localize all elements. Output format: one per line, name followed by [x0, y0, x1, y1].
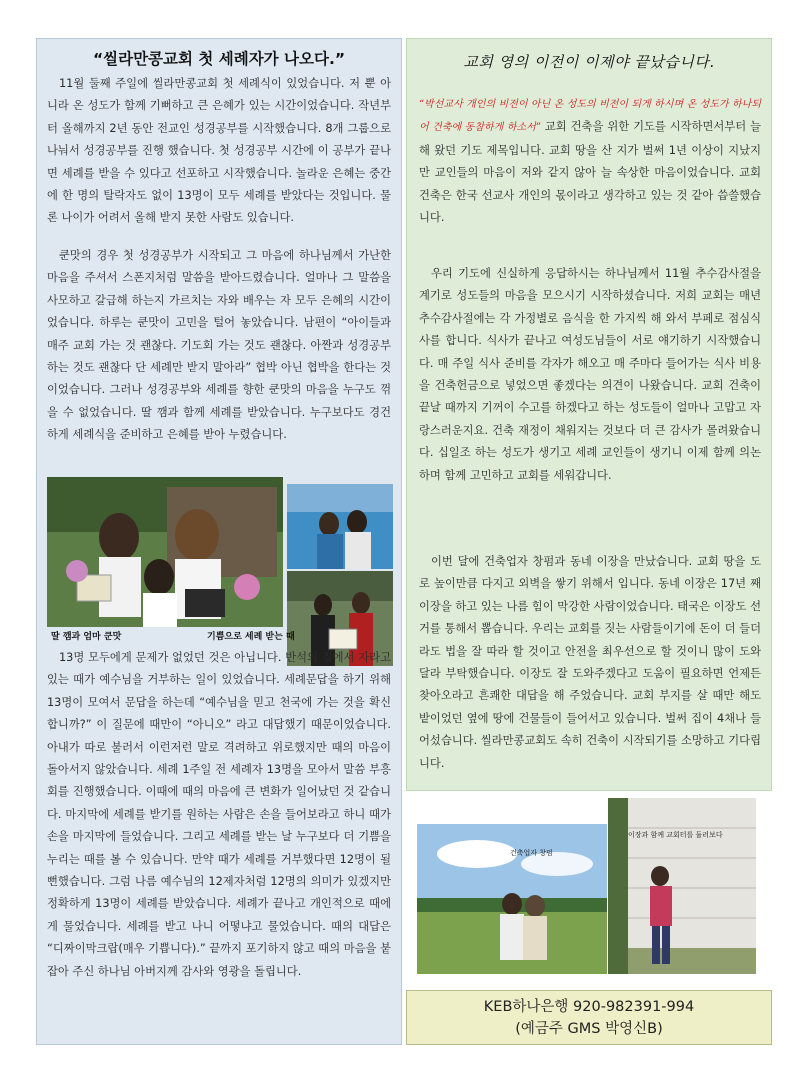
- baptism-article: [36, 38, 402, 1045]
- baptism-paragraph-3: 13명 모두에게 문제가 없었던 것은 아닙니다. 반석의 집에서 자라고 있는 때가 예수님을 거부하는 일이 있었습니다. 세례문답을 하기 위해 13명이 모여서 문답을 하는데 “예수님을 믿고 천국에 가는 것을 확신합니까?” 이 질문에 때만이 “아니오” 라고 대답했기 때문이었습니다. 아내가 따로 불러서 이런저런 말로 격려하고 위로했지만 때의 마음이 돌아서지 않았습니다. 세례 1주일 전 세례자 13명을 모아서 말씀 부흥회를 진행했습니다. 이때에 때의 마음에 큰 변화가 일어났던 것 같습니다. 마지막에 세례를 받기를 원하는 사람은 손을 들어보라고 하니 때가 손을 마지막에 들었습니다. 그리고 세례를 받는 날 누구보다 더 기쁨을 누리는 때를 볼 수 있습니다. 만약 때가 세례를 거부했다면 12명이 될 뻔했습니다. 그럼 나름 예수님의 12제자처럼 12명의 의미가 있겠지만 정확하게 13명이 세례를 받았습니다. 세례가 끝나고 개인적으로 때에게 물었습니다. 세례를 받고 나니 어떻냐고 물었습니다. 때의 대답은 “디짜이막크랍(매우 기쁩니다).” 끝까지 포기하지 않고 때의 마음을 붙잡아 주신 하나님 아버지께 감사와 영광을 돌립니다.: [47, 651, 391, 978]
- baptism-article-title: “씰라만콩교회 첫 세례자가 나오다.”: [92, 50, 346, 68]
- church-building-paragraph-1: [419, 93, 761, 229]
- photo-builder-land: [417, 824, 607, 974]
- baptism-paragraph-1: 11월 둘째 주일에 씰라만콩교회 첫 세례식이 있었습니다. 저 뿐 아니라 온 성도가 함께 기뻐하고 큰 은혜가 있는 시간이었습니다. 작년부터 올해까지 2년 동안 전교인 성경공부를 시작했습니다. 8개 그룹으로 나눠서 성경공부를 진행 했습니다. 첫 성경공부 시간에 이 공부가 끝나면 세례를 받을 수 있다고 선포하고 시작했습니다. 놀라운 은혜는 중간에 한 명의 탈락자도 없이 13명이 모두 세례를 받았다는 것입니다. 물론 나이가 어려서 올해 받지 못한 사람도 있습니다.: [47, 77, 391, 225]
- church-building-paragraph-2: 우리 기도에 신실하게 응답하시는 하나님께서 11월 추수감사절을 계기로 성도들의 마음을 모으시기 시작하셨습니다. 저희 교회는 매년 추수감사절에는 각 가정별로 음식을 한 가지씩 해 와서 부페로 점심식사를 합니다. 식사가 끝나고 여성도님들이 서로 얘기하기 시작했습니다. 매 주일 식사 준비를 각자가 해오고 매 주마다 들어가는 식사 비용을 건축헌금으로 넣었으면 좋겠다는 의견이 나왔습니다. 교회 건축이 끝날 때까지 기꺼이 수고를 하겠다고 하는 성도들이 얼마나 고맙고 자랑스러운지요. 건축 재정이 채워지는 것보다 더 큰 감사가 몰려왔습니다. 십일조 하는 성도가 생기고 세례 교인들이 생기니 이제 함께 의논하며 함께 고민하고 교회를 세워갑니다.: [419, 267, 761, 482]
- photo-label-builder: 건축업자 창펌: [510, 849, 553, 857]
- photo-caption-mother-daughter: 딸 깸과 엄마 쿤맛: [51, 632, 122, 642]
- bank-account-box: [406, 990, 772, 1045]
- baptism-paragraph-2: 쿤맛의 경우 첫 성경공부가 시작되고 그 마음에 하나님께서 가난한 마음을 주셔서 스폰지처럼 말씀을 받아드렸습니다. 얼마나 그 말씀을 사모하고 갈급해 하는지 가르치는 자와 배우는 자 모두 은혜의 시간이었습니다. 하루는 쿤맛이 고민을 털어 놓았습니다. 남편이 “아이들과 매주 교회 가는 것 괜찮다. 기도회 가는 것도 괜찮다. 아짠과 성경공부 하는 것도 괜찮다 단 세례만 받지 말아라” 협박 아닌 협박을 한다는 것이었습니다. 그러나 성경공부와 세례를 향한 쿤맛의 마음을 누구도 꺾을 수 없었습니다. 딸 깸과 함께 세례를 받았습니다. 누구보다도 경건하게 세례식을 준비하고 은혜를 받아 누렸습니다.: [47, 249, 391, 442]
- photo-baptism-pool: [287, 484, 393, 569]
- photo-label-village-chief: 이장과 함께 교회터를 둘러보다: [628, 831, 723, 839]
- bank-account-holder: (예금주 GMS 박영신B): [515, 1021, 663, 1037]
- photo-mother-daughter: [47, 477, 283, 627]
- church-building-paragraph-1-text: 교회 건축을 위한 기도를 시작하면서부터 늘 해 왔던 기도 제목입니다. 교회 땅을 산 지가 벌써 1년 이상이 지났지만 교인들의 마음이 저와 같지 않아 늘 속상한 마음이었습니다. 교회 건축은 한국 선교사 개인의 몫이라고 생각하고 있는 것 같아 씁쓸했습니다.: [419, 120, 761, 225]
- bank-account-number: KEB하나은행 920-982391-994: [483, 999, 695, 1015]
- photo-caption-baptism: 기쁨으로 세례 받는 때: [207, 632, 295, 642]
- photo-village-chief-wall: [608, 798, 756, 974]
- church-building-article-title: 교회 영의 이전이 이제야 끝났습니다.: [463, 53, 715, 71]
- church-building-paragraph-3: 이번 달에 건축업자 창펌과 동네 이장을 만났습니다. 교회 땅을 도로 높이만큼 다지고 외벽을 쌓기 위해서 입니다. 동네 이장은 17년 째 이장을 하고 있는 나름 힘이 막강한 사람이었습니다. 태국은 이장도 선거를 통해서 뽑습니다. 우리는 교회를 짓는 사람들이기에 돈이 더 들더라도 법을 잘 따라 할 것이고 안전을 최우선으로 할 것이니 많이 도와달라 부탁했습니다. 이장도 잘 도와주겠다고 도움이 필요하면 언제든 찾아오라고 흔쾌한 대답을 해 주었습니다. 교회 부지를 살 때만 해도 밭이었던 옆에 땅에 건물들이 들어서고 있습니다. 벌써 집이 4채나 들어섰습니다. 씰라만콩교회도 속히 건축이 시작되기를 소망하고 기다립니다.: [419, 555, 761, 770]
- prayer-quote: “박선교사 개인의 비전이 아닌 온 성도의 비전이 되게 하시며 온 성도가 하나되어 건축에 동참하게 하소서”: [419, 99, 761, 134]
- church-building-article: [406, 38, 772, 791]
